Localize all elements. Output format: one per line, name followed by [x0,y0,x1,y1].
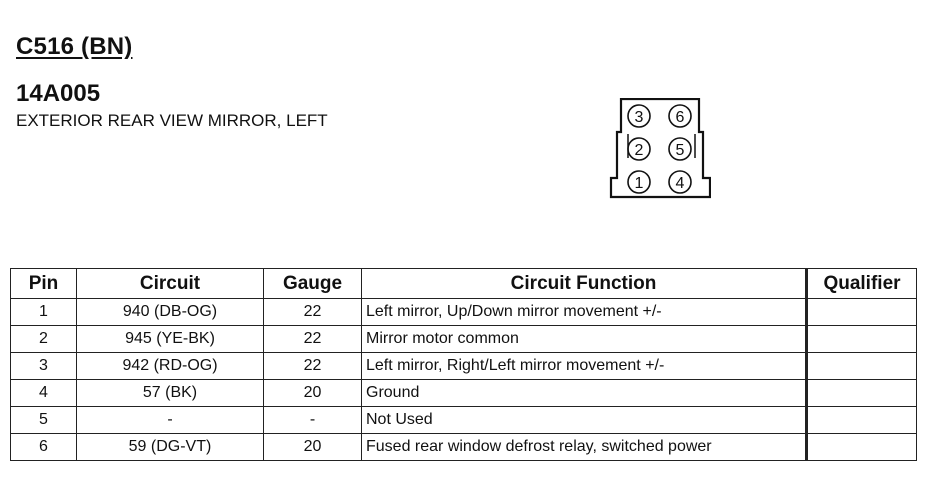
table-row [11,299,917,326]
pin-3 [628,105,650,127]
svg-text:1: 1 [634,175,644,192]
pin-table [10,268,917,461]
table-row [11,434,917,461]
pin-cell: 2 [11,326,77,353]
qualifier-cell [807,434,917,461]
pin-2 [628,138,650,160]
circuit-cell: 945 (YE-BK) [77,326,264,353]
pin-cell: 1 [11,299,77,326]
gauge-cell: - [264,407,362,434]
connector-description: EXTERIOR REAR VIEW MIRROR, LEFT [16,111,328,130]
table-row [11,353,917,380]
svg-text:6: 6 [675,109,685,126]
table-row [11,326,917,353]
gauge-cell: 20 [264,434,362,461]
gauge-cell: 22 [264,326,362,353]
gauge-cell: 20 [264,380,362,407]
pin-1 [628,171,650,193]
qualifier-cell [807,380,917,407]
function-cell: Fused rear window defrost relay, switched power [362,434,807,461]
table-row [11,407,917,434]
function-cell: Not Used [362,407,807,434]
pin-cell: 4 [11,380,77,407]
circuit-cell: 940 (DB-OG) [77,299,264,326]
qualifier-cell [807,326,917,353]
function-cell: Mirror motor common [362,326,807,353]
gauge-cell: 22 [264,353,362,380]
gauge-cell: 22 [264,299,362,326]
column-header-qualifier: Qualifier [807,269,917,299]
svg-text:4: 4 [675,175,685,192]
circuit-cell: 57 (BK) [77,380,264,407]
circuit-cell: 59 (DG-VT) [77,434,264,461]
column-header-circuit: Circuit [77,269,264,299]
function-cell: Ground [362,380,807,407]
pin-cell: 3 [11,353,77,380]
pin-5 [669,138,691,160]
svg-text:5: 5 [675,142,685,159]
pin-6 [669,105,691,127]
pin-cell: 5 [11,407,77,434]
function-cell: Left mirror, Right/Left mirror movement +/- [362,353,807,380]
table-header-row [11,269,917,299]
part-number: 14A005 [16,80,101,107]
column-header-gauge: Gauge [264,269,362,299]
connector-face-diagram [609,98,711,200]
circuit-cell: - [77,407,264,434]
svg-text:3: 3 [634,109,644,126]
qualifier-cell [807,353,917,380]
svg-text:2: 2 [634,142,644,159]
qualifier-cell [807,299,917,326]
circuit-cell: 942 (RD-OG) [77,353,264,380]
connector-id: C516 (BN) [16,33,133,60]
pin-cell: 6 [11,434,77,461]
column-header-circuit-function: Circuit Function [362,269,807,299]
function-cell: Left mirror, Up/Down mirror movement +/- [362,299,807,326]
qualifier-cell [807,407,917,434]
pin-4 [669,171,691,193]
table-row [11,380,917,407]
column-header-pin: Pin [11,269,77,299]
